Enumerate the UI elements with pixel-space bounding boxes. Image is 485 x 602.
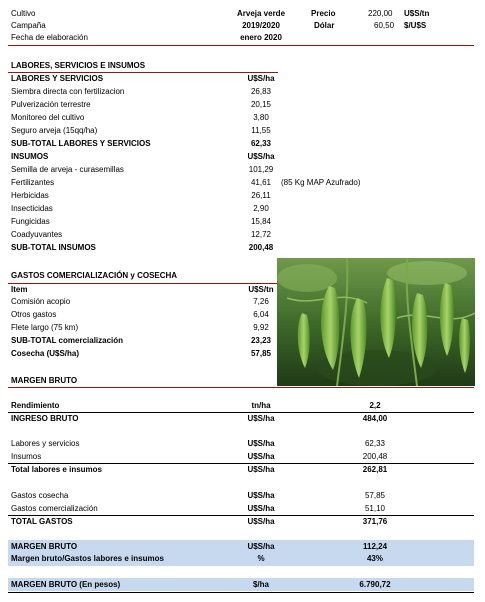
comercializacion-item-label: Flete largo (75 km) — [11, 323, 79, 332]
labores-item-row — [0, 125, 485, 137]
insumos-item-row — [0, 190, 485, 202]
gcosecha-row — [0, 490, 485, 502]
fecha-value: enero 2020 — [240, 33, 282, 42]
insumos-summary-unit: U$S/ha — [247, 452, 275, 461]
dolar-unit: $/U$S — [404, 21, 427, 30]
insumos-header-row — [0, 151, 485, 163]
comercializacion-header-label: Item — [11, 285, 28, 294]
mb-label: MARGEN BRUTO — [11, 542, 78, 551]
insumos-item-value: 41,61 — [250, 178, 272, 187]
labores-summary-row — [0, 438, 485, 450]
bottom-underline — [8, 592, 474, 593]
gcomer-unit: U$S/ha — [247, 504, 275, 513]
section-title-margen — [0, 375, 485, 387]
comercializacion-item-label: Otros gastos — [11, 310, 57, 319]
ingreso-value: 484,00 — [362, 414, 388, 423]
mb-value: 112,24 — [362, 542, 388, 551]
mb-row — [0, 541, 485, 553]
insumos-header-label: INSUMOS — [11, 152, 49, 161]
comercializacion-header-unit: U$S/tn — [248, 285, 274, 294]
insumos-item-row — [0, 216, 485, 228]
cultivo-label: Cultivo — [11, 9, 36, 18]
insumos-summary-label: Insumos — [11, 452, 42, 461]
cosecha-value: 57,85 — [250, 349, 272, 358]
labores-header-row — [0, 73, 485, 85]
insumos-item-label: Fertilizantes — [11, 178, 55, 187]
labores-item-label: Seguro arveja (15qq/ha) — [11, 126, 98, 135]
labores-header-unit: U$S/ha — [247, 74, 275, 83]
labores-item-value: 20,15 — [250, 100, 272, 109]
insumos-item-row — [0, 203, 485, 215]
insumos-item-label: Semilla de arveja - curasemillas — [11, 165, 124, 174]
header-row-cultivo — [0, 8, 485, 20]
section-title-labores — [0, 60, 485, 72]
total-gastos-row — [0, 516, 485, 528]
rendimiento-row — [0, 400, 485, 412]
insumos-header-unit: U$S/ha — [247, 152, 275, 161]
comercializacion-item-label: Comisión acopio — [11, 297, 71, 306]
insumos-item-row — [0, 229, 485, 241]
rendimiento-value: 2,2 — [369, 401, 381, 410]
pea-pods-photo — [277, 258, 475, 386]
total-li-row — [0, 464, 485, 476]
precio-label: Precio — [311, 9, 336, 18]
comercializacion-subtotal-label: SUB-TOTAL comercialización — [11, 336, 124, 345]
insumos-subtotal-label: SUB-TOTAL INSUMOS — [11, 243, 96, 252]
mb-pesos-value: 6.790,72 — [359, 580, 391, 589]
mb-pesos-unit: $/ha — [252, 580, 269, 589]
comercializacion-item-value: 9,92 — [253, 323, 269, 332]
labores-summary-unit: U$S/ha — [247, 439, 275, 448]
labores-item-value: 11,55 — [251, 126, 271, 135]
insumos-item-label: Insecticidas — [11, 204, 53, 213]
dolar-value: 60,50 — [374, 21, 395, 30]
comercializacion-item-value: 6,04 — [253, 310, 269, 319]
mb-pesos-label: MARGEN BRUTO (En pesos) — [11, 580, 121, 589]
mb-pct-value: 43% — [366, 554, 383, 563]
total-gastos-label: TOTAL GASTOS — [11, 517, 73, 526]
header-row-campana — [0, 20, 485, 32]
dolar-label: Dólar — [314, 21, 335, 30]
fecha-label: Fecha de elaboración — [11, 33, 88, 42]
comercializacion-section-title: GASTOS COMERCIALIZACIÓN y COSECHA — [11, 271, 178, 280]
insumos-item-value: 26,11 — [251, 191, 271, 200]
labores-item-row — [0, 86, 485, 98]
labores-subtotal-value: 62,33 — [250, 139, 272, 148]
comercializacion-item-value: 7,26 — [253, 297, 269, 306]
labores-item-row — [0, 112, 485, 124]
mb-pct-row — [0, 553, 485, 565]
insumos-item-row — [0, 164, 485, 176]
total-li-value: 262,81 — [362, 465, 388, 474]
cultivo-value: Arveja verde — [236, 9, 286, 18]
labores-subtotal-row — [0, 138, 485, 150]
insumos-item-value: 15,84 — [250, 217, 272, 226]
insumos-item-row — [0, 177, 485, 189]
cosecha-label: Cosecha (U$S/ha) — [11, 349, 80, 358]
labores-summary-value: 62,33 — [364, 439, 386, 448]
insumos-item-value: 2,90 — [253, 204, 269, 213]
insumos-subtotal-value: 200,48 — [248, 243, 274, 252]
insumos-item-value: 101,29 — [248, 165, 274, 174]
labores-summary-label: Labores y servicios — [11, 439, 80, 448]
ingreso-row — [0, 413, 485, 425]
insumos-item-label: Coadyuvantes — [11, 230, 63, 239]
rendimiento-unit: tn/ha — [251, 401, 271, 410]
gcomer-label: Gastos comercialización — [11, 504, 98, 513]
labores-item-value: 26,83 — [250, 87, 272, 96]
ingreso-label: INGRESO BRUTO — [11, 414, 79, 423]
header-row-fecha — [0, 32, 485, 44]
labores-item-label: Siembra directa con fertilizacion — [11, 87, 125, 96]
rendimiento-label: Rendimiento — [11, 401, 60, 410]
labores-item-row — [0, 99, 485, 111]
fertilizantes-note: (85 Kg MAP Azufrado) — [281, 178, 361, 187]
campana-value: 2019/2020 — [242, 21, 280, 30]
mb-unit: U$S/ha — [247, 542, 275, 551]
ingreso-unit: U$S/ha — [247, 414, 275, 423]
mb-pct-label: Margen bruto/Gastos labores e insumos — [11, 554, 164, 563]
labores-item-value: 3,80 — [253, 113, 269, 122]
comercializacion-subtotal-value: 23,23 — [250, 336, 272, 345]
labores-header-label: LABORES Y SERVICIOS — [11, 74, 104, 83]
gcosecha-value: 57,85 — [364, 491, 386, 500]
precio-value: 220,00 — [368, 9, 393, 18]
precio-unit: U$S/tn — [404, 9, 430, 18]
total-gastos-value: 371,76 — [362, 517, 388, 526]
total-li-unit: U$S/ha — [247, 465, 275, 474]
insumos-item-label: Fungicidas — [11, 217, 50, 226]
gcomer-value: 51,10 — [364, 504, 386, 513]
gcomer-row — [0, 503, 485, 515]
mb-pct-unit: % — [257, 554, 265, 563]
gcosecha-unit: U$S/ha — [247, 491, 275, 500]
insumos-summary-value: 200,48 — [362, 452, 388, 461]
total-gastos-unit: U$S/ha — [247, 517, 275, 526]
insumos-item-value: 12,72 — [250, 230, 272, 239]
labores-item-label: Pulverización terrestre — [11, 100, 91, 109]
mb-pesos-row — [0, 579, 485, 591]
gcosecha-label: Gastos cosecha — [11, 491, 69, 500]
margen-section-title: MARGEN BRUTO — [11, 376, 78, 385]
labores-section-title: LABORES, SERVICIOS E INSUMOS — [11, 61, 146, 70]
labores-subtotal-label: SUB-TOTAL LABORES Y SERVICIOS — [11, 139, 151, 148]
insumos-subtotal-row — [0, 242, 485, 254]
insumos-item-label: Herbicidas — [11, 191, 49, 200]
campana-label: Campaña — [11, 21, 46, 30]
pea-pods-illustration — [277, 258, 475, 386]
insumos-summary-row — [0, 451, 485, 463]
header-separator — [8, 45, 474, 46]
labores-item-label: Monitoreo del cultivo — [11, 113, 85, 122]
margen-section-separator — [8, 387, 474, 388]
total-li-label: Total labores e insumos — [11, 465, 102, 474]
